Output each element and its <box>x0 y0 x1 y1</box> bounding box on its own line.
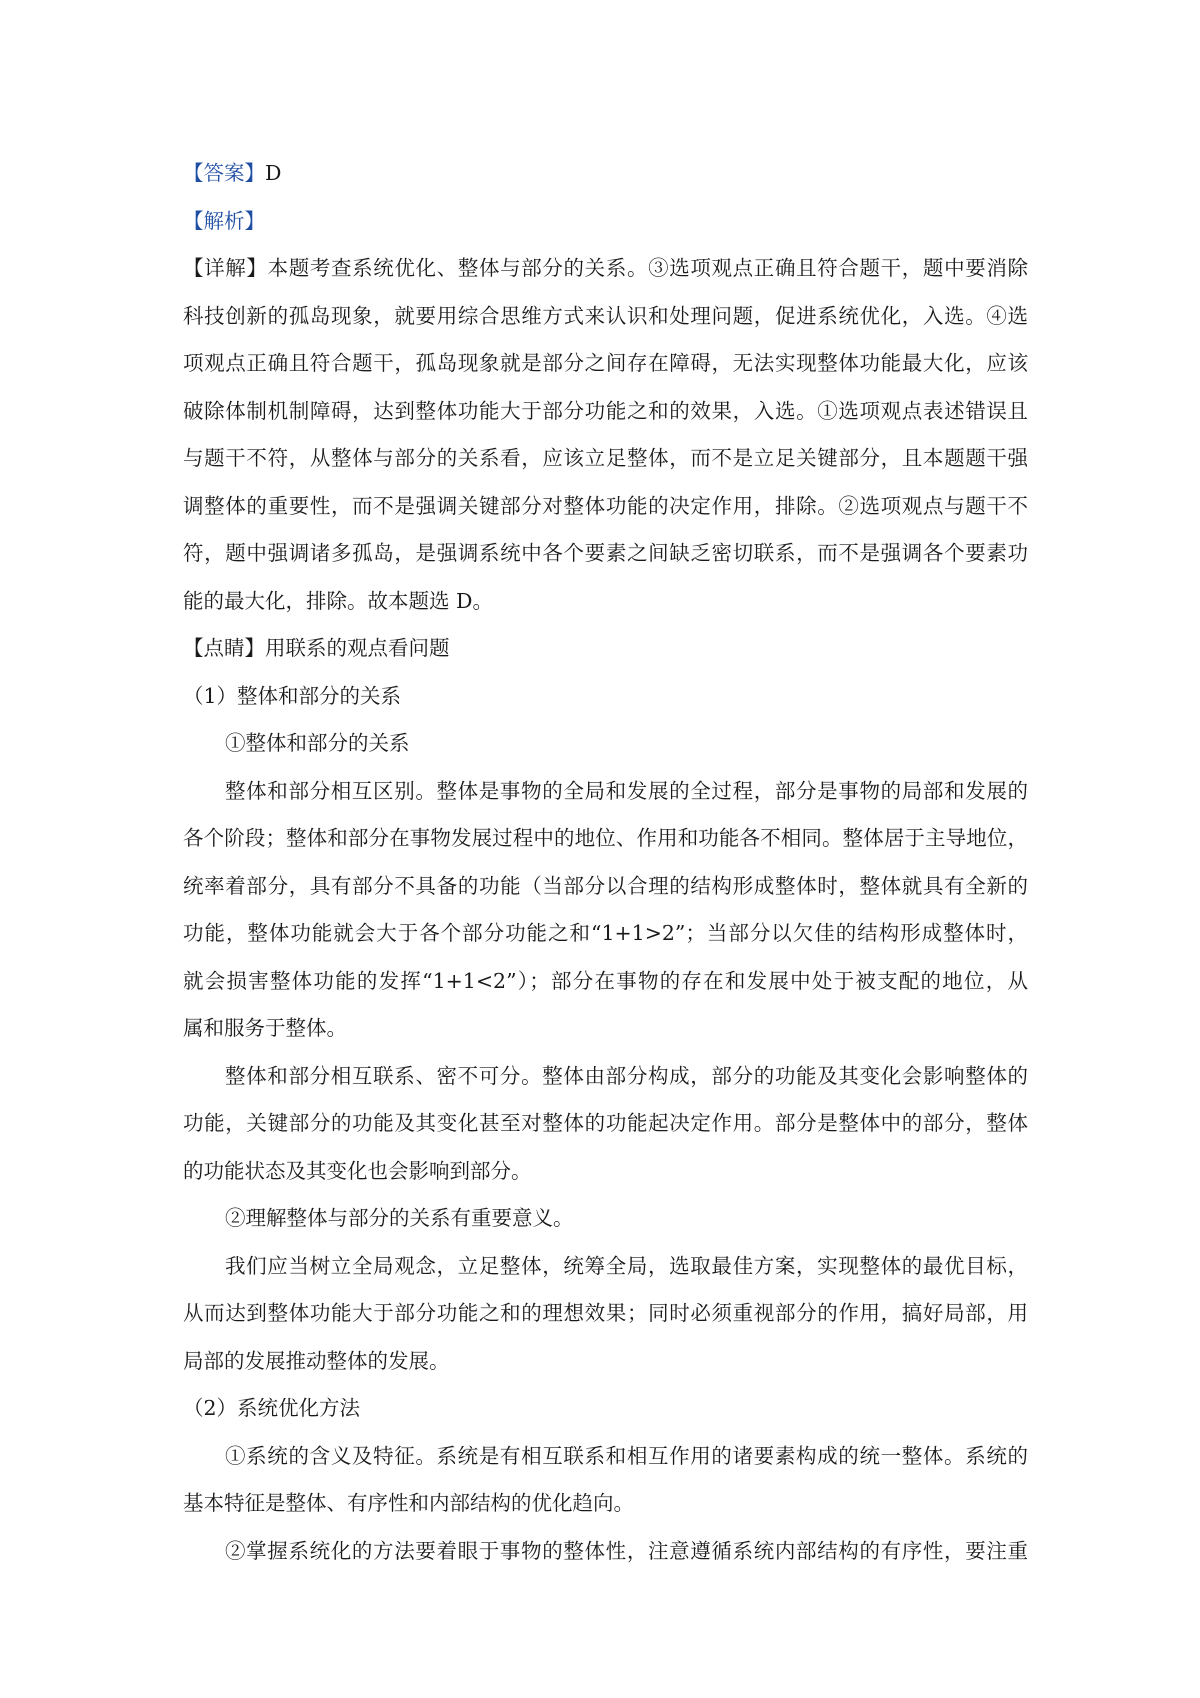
answer-value: D <box>265 161 282 185</box>
section-title: （1）整体和部分的关系 <box>183 683 402 708</box>
paragraph-line: 我们应当树立全局观念，立足整体，统筹全局，选取最佳方案，实现整体的最优目标， <box>225 1253 1028 1278</box>
detail-line: 能的最大化，排除。故本题选 D。 <box>183 588 493 613</box>
paragraph-line: 整体和部分相互联系、密不可分。整体由部分构成，部分的功能及其变化会影响整体的 <box>225 1063 1028 1088</box>
paragraph-line: 功能，整体功能就会大于各个部分功能之和“1+1>2”；当部分以欠佳的结构形成整体时， <box>183 921 1028 945</box>
detail-line: 项观点正确且符合题干，孤岛现象就是部分之间存在障碍，无法实现整体功能最大化，应该 <box>183 351 1028 375</box>
answer-line <box>183 150 1028 198</box>
section-title: （2）系统优化方法 <box>183 1396 361 1420</box>
subsection-title: ①整体和部分的关系 <box>225 731 410 755</box>
paragraph-line: 从而达到整体功能大于部分功能之和的理想效果；同时必须重视部分的作用，搞好局部，用 <box>183 1301 1028 1325</box>
paragraph-line: 局部的发展推动整体的发展。 <box>183 1348 450 1373</box>
detail-line: 调整体的重要性，而不是强调关键部分对整体功能的决定作用，排除。②选项观点与题干不 <box>183 493 1028 518</box>
paragraph-line: ②掌握系统化的方法要着眼于事物的整体性，注意遵循系统内部结构的有序性，要注重 <box>225 1538 1028 1563</box>
paragraph-line: 的功能状态及其变化也会影响到部分。 <box>183 1158 532 1183</box>
detail-line: 【详解】本题考查系统优化、整体与部分的关系。③选项观点正确且符合题干，题中要消除 <box>183 256 1028 280</box>
detail-line: 与题干不符，从整体与部分的关系看，应该立足整体，而不是立足关键部分，且本题题干强 <box>183 446 1028 470</box>
document-page <box>183 150 1028 1575</box>
analysis-tag: 【解析】 <box>183 208 265 233</box>
detail-line: 破除体制机制障碍，达到整体功能大于部分功能之和的效果，入选。①选项观点表述错误且 <box>183 398 1028 423</box>
paragraph-line: 功能，关键部分的功能及其变化甚至对整体的功能起决定作用。部分是整体中的部分，整体 <box>183 1111 1028 1135</box>
answer-tag: 【答案】 <box>183 161 265 185</box>
detail-line: 科技创新的孤岛现象，就要用综合思维方式来认识和处理问题，促进系统优化，入选。④选 <box>183 303 1028 328</box>
paragraph-line: ①系统的含义及特征。系统是有相互联系和相互作用的诸要素构成的统一整体。系统的 <box>225 1443 1028 1468</box>
detail-line: 符，题中强调诸多孤岛，是强调系统中各个要素之间缺乏密切联系，而不是强调各个要素功 <box>183 541 1028 565</box>
paragraph-line: 整体和部分相互区别。整体是事物的全局和发展的全过程，部分是事物的局部和发展的 <box>225 778 1028 803</box>
paragraph-line: 各个阶段；整体和部分在事物发展过程中的地位、作用和功能各不相同。整体居于主导地位， <box>183 826 1028 850</box>
dianjing-heading: 【点睛】用联系的观点看问题 <box>183 636 450 660</box>
analysis-line <box>183 198 1028 246</box>
paragraph-line: 统率着部分，具有部分不具备的功能（当部分以合理的结构形成整体时，整体就具有全新的 <box>183 873 1028 898</box>
paragraph-line: 基本特征是整体、有序性和内部结构的优化趋向。 <box>183 1491 634 1515</box>
paragraph-line: 就会损害整体功能的发挥“1+1<2”）；部分在事物的存在和发展中处于被支配的地位，从 <box>183 968 1028 993</box>
subsection-title: ②理解整体与部分的关系有重要意义。 <box>225 1206 574 1230</box>
paragraph-line: 属和服务于整体。 <box>183 1016 347 1040</box>
